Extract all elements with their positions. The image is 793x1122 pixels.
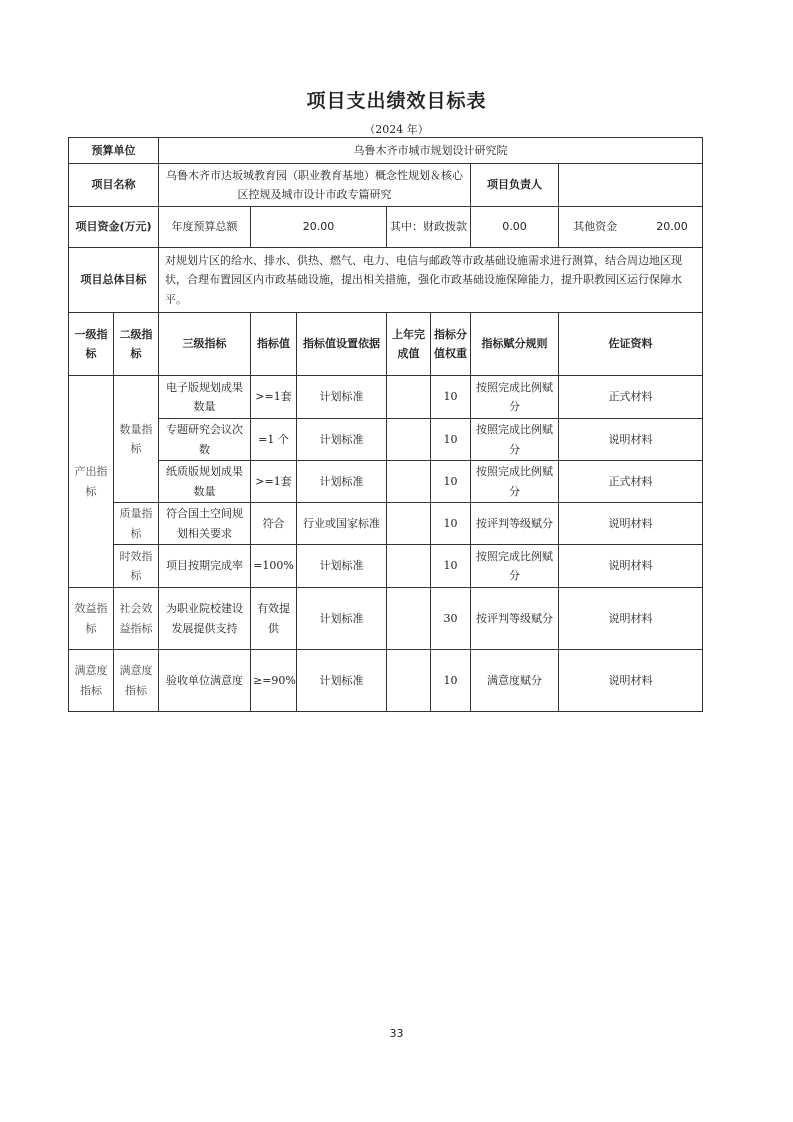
indicator-weight: 10 (431, 461, 471, 503)
indicator-evidence: 说明材料 (559, 588, 703, 650)
indicator-name: 电子版规划成果数量 (159, 376, 251, 419)
indicator-basis: 计划标准 (297, 650, 387, 712)
group-output: 产出指标 (69, 376, 114, 588)
group-satisfaction-level2: 满意度指标 (114, 650, 159, 712)
indicator-rule: 按照完成比例赋分 (471, 376, 559, 419)
group-benefit: 效益指标 (69, 588, 114, 650)
header-rule: 指标赋分规则 (471, 313, 559, 376)
indicator-basis: 计划标准 (297, 376, 387, 419)
other-funds-label: 其他资金 (573, 220, 618, 234)
indicator-value: =100% (251, 545, 297, 588)
indicator-value: >=1套 (251, 461, 297, 503)
indicator-name: 专题研究会议次数 (159, 419, 251, 461)
indicator-rule: 满意度赋分 (471, 650, 559, 712)
header-basis: 指标值设置依据 (297, 313, 387, 376)
indicator-rule: 按评判等级赋分 (471, 503, 559, 545)
indicator-last-year (387, 588, 431, 650)
budget-unit-label: 预算单位 (69, 138, 159, 164)
indicator-rule: 按照完成比例赋分 (471, 461, 559, 503)
group-satisfaction: 满意度指标 (69, 650, 114, 712)
page-number: 33 (389, 1027, 404, 1040)
fiscal-funds-label: 其中：财政拨款 (387, 207, 471, 248)
indicator-weight: 10 (431, 503, 471, 545)
indicator-value: =1 个 (251, 419, 297, 461)
indicator-evidence: 正式材料 (559, 376, 703, 419)
performance-table (68, 137, 703, 712)
fiscal-funds-value: 0.00 (471, 207, 559, 248)
table-row (69, 419, 703, 461)
group-quantity: 数量指标 (114, 376, 159, 503)
group-quality: 质量指标 (114, 503, 159, 545)
indicator-rule: 按评判等级赋分 (471, 588, 559, 650)
indicator-value: 有效提供 (251, 588, 297, 650)
table-row (69, 461, 703, 503)
indicator-last-year (387, 419, 431, 461)
indicator-weight: 10 (431, 376, 471, 419)
indicator-weight: 30 (431, 588, 471, 650)
budget-unit-value: 乌鲁木齐市城市规划设计研究院 (159, 138, 703, 164)
indicator-rule: 按照完成比例赋分 (471, 419, 559, 461)
indicator-basis: 行业或国家标准 (297, 503, 387, 545)
indicator-evidence: 说明材料 (559, 650, 703, 712)
table-row (69, 545, 703, 588)
indicator-weight: 10 (431, 650, 471, 712)
indicator-name: 为职业院校建设发展提供支持 (159, 588, 251, 650)
annual-budget-label: 年度预算总额 (159, 207, 251, 248)
indicator-weight: 10 (431, 545, 471, 588)
header-level1: 一级指标 (69, 313, 114, 376)
indicator-last-year (387, 461, 431, 503)
header-level2: 二级指标 (114, 313, 159, 376)
indicator-name: 纸质版规划成果数量 (159, 461, 251, 503)
indicator-name: 验收单位满意度 (159, 650, 251, 712)
header-last-year: 上年完成值 (387, 313, 431, 376)
indicator-last-year (387, 650, 431, 712)
table-row (69, 503, 703, 545)
project-name-label: 项目名称 (69, 164, 159, 207)
group-social: 社会效益指标 (114, 588, 159, 650)
indicator-last-year (387, 376, 431, 419)
project-leader-label: 项目负责人 (471, 164, 559, 207)
indicator-last-year (387, 503, 431, 545)
indicator-rule: 按照完成比例赋分 (471, 545, 559, 588)
year-label: （2024 年） (364, 123, 429, 136)
group-timeliness: 时效指标 (114, 545, 159, 588)
indicator-evidence: 说明材料 (559, 503, 703, 545)
project-leader-value (559, 164, 703, 207)
other-funds-value: 20.00 (656, 220, 688, 234)
table-row (69, 588, 703, 650)
indicator-name: 符合国土空间规划相关要求 (159, 503, 251, 545)
project-name-value: 乌鲁木齐市达坂城教育园（职业教育基地）概念性规划＆核心区控规及城市设计市政专篇研究 (159, 164, 471, 207)
indicator-basis: 计划标准 (297, 588, 387, 650)
indicator-basis: 计划标准 (297, 419, 387, 461)
indicator-value: 符合 (251, 503, 297, 545)
table-row (69, 376, 703, 419)
header-weight: 指标分值权重 (431, 313, 471, 376)
indicator-weight: 10 (431, 419, 471, 461)
header-value: 指标值 (251, 313, 297, 376)
funds-label: 项目资金(万元) (69, 207, 159, 248)
header-level3: 三级指标 (159, 313, 251, 376)
indicator-last-year (387, 545, 431, 588)
indicator-evidence: 正式材料 (559, 461, 703, 503)
annual-budget-value: 20.00 (251, 207, 387, 248)
overall-goal-value: 对规划片区的给水、排水、供热、燃气、电力、电信与邮政等市政基础设施需求进行测算，结合周边地区现状，合理布置园区内市政基础设施，提出相关措施，强化市政基础设施保障能力，提升职教园区运行保障水平。 (159, 248, 703, 313)
indicator-value: >=1套 (251, 376, 297, 419)
indicator-value: ≥=90% (251, 650, 297, 712)
indicator-basis: 计划标准 (297, 545, 387, 588)
other-funds-cell (559, 207, 703, 248)
table-row (69, 650, 703, 712)
indicator-basis: 计划标准 (297, 461, 387, 503)
overall-goal-label: 项目总体目标 (69, 248, 159, 313)
indicator-evidence: 说明材料 (559, 419, 703, 461)
indicator-evidence: 说明材料 (559, 545, 703, 588)
indicator-name: 项目按期完成率 (159, 545, 251, 588)
page-title: 项目支出绩效目标表 (306, 90, 487, 112)
header-evidence: 佐证资料 (559, 313, 703, 376)
